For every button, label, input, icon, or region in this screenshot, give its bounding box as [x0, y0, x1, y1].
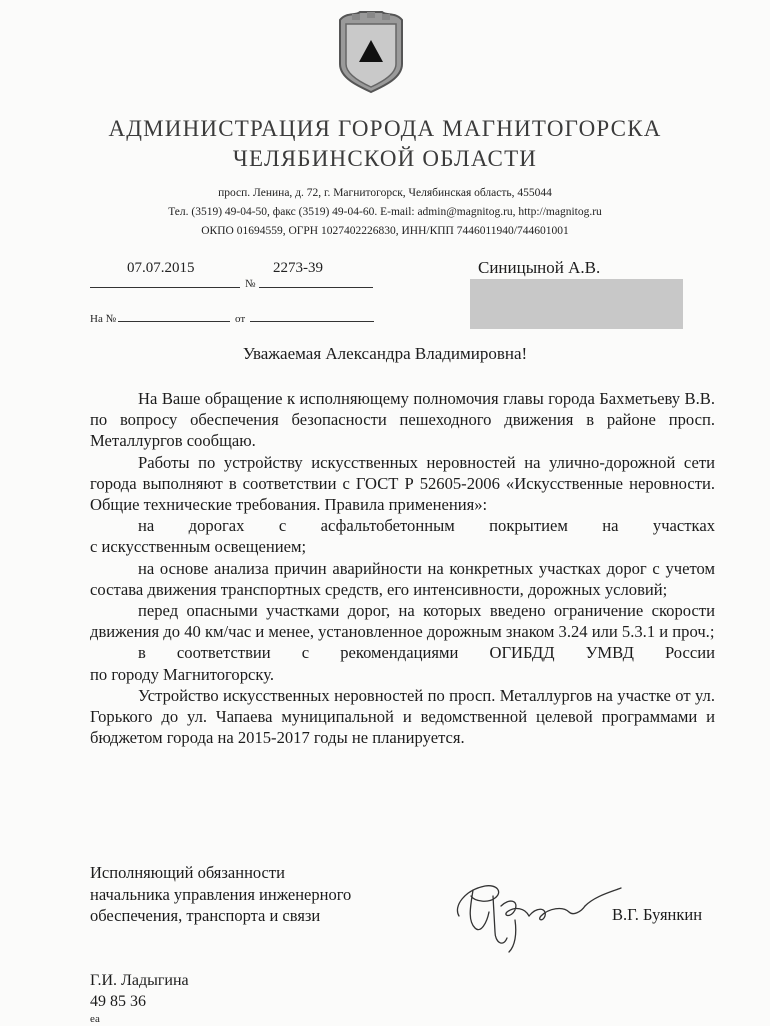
signatory-name: В.Г. Буянкин	[612, 905, 703, 924]
redacted-recipient-address	[470, 279, 683, 329]
body-list-item-continuation: с искусственным освещением;	[90, 537, 307, 557]
reply-from-label: от	[235, 313, 246, 325]
body-list-item: перед опасными участками дорог, на которых введено ограничение скорости движения до 40 км/час и менее, установленное дорожным знаком 3.24 или 5.3.1 и проч.;	[90, 601, 715, 642]
salutation: Уважаемая Александра Владимировна!	[242, 344, 528, 363]
reply-to-number-label: На №	[90, 313, 117, 325]
organization-address: просп. Ленина, д. 72, г. Магнитогорск, Челябинская область, 455044	[218, 187, 552, 199]
signatory-position-line: Исполняющий обязанности	[90, 863, 285, 882]
handwritten-signature	[445, 876, 625, 956]
organization-registry-codes: ОКПО 01694559, ОГРН 1027402226830, ИНН/КПП 7446011940/744601001	[201, 225, 569, 237]
body-list-item: в соответствии с рекомендациями ОГИБДД УМВД России	[138, 643, 715, 663]
number-label: №	[245, 278, 256, 290]
signatory-position	[90, 862, 351, 927]
number-underline	[259, 287, 373, 288]
body-paragraph: Работы по устройству искусственных неровностей на улично-дорожной сети города выполняют в соответствии с ГОСТ Р 52605-2006 «Искусственные неровности. Общие технические требования. Правила применения»:	[90, 452, 715, 515]
letter-body	[90, 388, 715, 748]
date-underline	[90, 287, 240, 288]
body-list-item-continuation: по городу Магнитогорску.	[90, 664, 274, 684]
organization-contacts: Тел. (3519) 49-04-50, факс (3519) 49-04-60. E-mail: admin@magnitog.ru, http://magnitog.ru	[168, 206, 602, 218]
outgoing-number: 2273-39	[273, 260, 323, 276]
outgoing-date: 07.07.2015	[127, 260, 195, 276]
body-list-item: на дорогах с асфальтобетонным покрытием на участках	[138, 516, 715, 536]
organization-name-line2: ЧЕЛЯБИНСКОЙ ОБЛАСТИ	[232, 146, 538, 171]
executor-phone: 49 85 36	[90, 993, 146, 1010]
signatory-position-line: обеспечения, транспорта и связи	[90, 906, 321, 925]
recipient-name: Синицыной А.В.	[478, 258, 601, 277]
signatory-position-line: начальника управления инженерного	[90, 884, 352, 904]
body-list-item: на основе анализа причин аварийности на конкретных участках дорог с учетом состава движения транспортных средств, его интенсивности, дорожных условий;	[90, 558, 715, 599]
executor-info	[90, 970, 189, 1026]
body-paragraph: На Ваше обращение к исполняющему полномочия главы города Бахметьеву В.В. по вопросу обеспечения безопасности пешеходного движения в районе просп. Металлургов сообщаю.	[90, 389, 715, 451]
reply-number-underline	[118, 321, 230, 322]
city-coat-of-arms	[332, 10, 410, 94]
body-paragraph: Устройство искусственных неровностей по просп. Металлургов на участке от ул. Горького до ул. Чапаева муниципальной и ведомственной целевой программами и бюджетом города на 2015-2017 годы не планируется.	[90, 685, 715, 748]
reply-date-underline	[250, 321, 374, 322]
organization-name-line1: АДМИНИСТРАЦИЯ ГОРОДА МАГНИТОГОРСКА	[108, 116, 662, 141]
executor-initials: еа	[90, 1013, 100, 1025]
executor-name: Г.И. Ладыгина	[90, 972, 189, 989]
